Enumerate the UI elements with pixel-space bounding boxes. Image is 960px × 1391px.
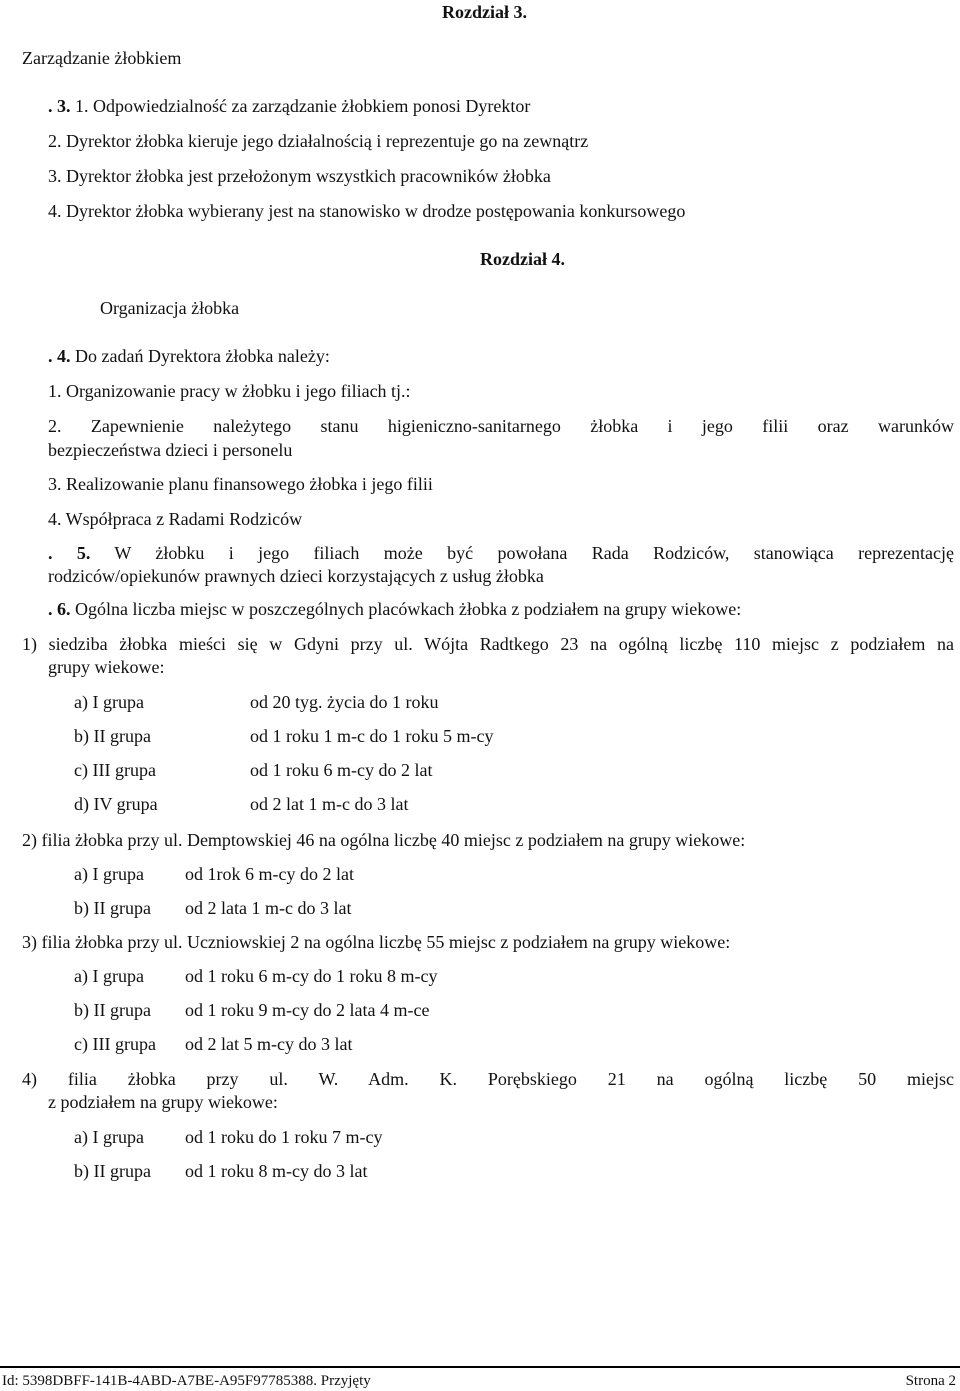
group-age: od 1 roku 8 m-cy do 3 lat [185, 1161, 368, 1181]
paragraph-5-line-2: rodziców/opiekunów prawnych dzieci korzystających z usług żłobka [48, 566, 544, 586]
paragraph-3-4: 4. Dyrektor żłobka wybierany jest na stanowisko w drodze postępowania konkursowego [48, 201, 686, 221]
paragraph-text: Do zadań Dyrektora żłobka należy: [70, 346, 330, 366]
task-2-line-2: bezpieczeństwa dzieci i personelu [48, 440, 293, 460]
group-age: od 1 roku 6 m-cy do 2 lat [250, 760, 433, 780]
facility-3-line-1: 3) filia żłobka przy ul. Uczniowskiej 2 na ogólna liczbę 55 miejsc z podziałem na grupy wiekowe: [22, 932, 731, 952]
group-name: a) I grupa [74, 1127, 144, 1147]
paragraph-5-line-1 [48, 542, 954, 565]
paragraph-text: Ogólna liczba miejsc w poszczególnych placówkach żłobka z podziałem na grupy wiekowe: [70, 599, 742, 619]
footer-document-id: Id: 5398DBFF-141B-4ABD-A7BE-A95F97785388. Przyjęty [2, 1373, 371, 1389]
task-3: 3. Realizowanie planu finansowego żłobka i jego filii [48, 474, 433, 494]
paragraph-3-1 [48, 95, 530, 118]
group-age: od 1 roku 1 m-c do 1 roku 5 m-cy [250, 726, 494, 746]
paragraph-mark: . 5. [48, 543, 91, 563]
facility-4-line-2: z podziałem na grupy wiekowe: [48, 1092, 278, 1112]
group-name: c) III grupa [74, 1034, 156, 1054]
group-name: b) II grupa [74, 898, 151, 918]
chapter-4-subtitle: Organizacja żłobka [100, 298, 240, 318]
paragraph-mark: . 4. [48, 346, 71, 366]
paragraph-mark: . 6. [48, 599, 71, 619]
group-age: od 20 tyg. życia do 1 roku [250, 692, 439, 712]
group-age: od 1 roku 9 m-cy do 2 lata 4 m-ce [185, 1000, 430, 1020]
group-name: c) III grupa [74, 760, 156, 780]
group-name: a) I grupa [74, 864, 144, 884]
group-age: od 1 roku 6 m-cy do 1 roku 8 m-cy [185, 966, 438, 986]
paragraph-3-3: 3. Dyrektor żłobka jest przełożonym wszystkich pracowników żłobka [48, 166, 551, 186]
task-1: 1. Organizowanie pracy w żłobku i jego filiach tj.: [48, 381, 411, 401]
facility-2-line-1: 2) filia żłobka przy ul. Demptowskiej 46 na ogólna liczbę 40 miejsc z podziałem na grupy wiekowe: [22, 830, 746, 850]
footer-page-number: Strona 2 [905, 1373, 956, 1389]
paragraph-6 [48, 598, 741, 621]
group-age: od 2 lata 1 m-c do 3 lat [185, 898, 352, 918]
task-2-line-1: 2. Zapewnienie należytego stanu higieniczno-sanitarnego żłobka i jego filii oraz warunków [48, 416, 954, 436]
paragraph-3-2: 2. Dyrektor żłobka kieruje jego działalnością i reprezentuje go na zewnątrz [48, 131, 589, 151]
paragraph-mark: . 3. [48, 96, 71, 116]
group-name: a) I grupa [74, 692, 144, 712]
group-name: d) IV grupa [74, 794, 158, 814]
facility-1-line-1: 1) siedziba żłobka mieści się w Gdyni przy ul. Wójta Radtkego 23 na ogólną liczbę 110 miejsc z podziałem na [22, 634, 954, 654]
group-age: od 1 roku do 1 roku 7 m-cy [185, 1127, 383, 1147]
chapter-3-title: Rozdział 3. [442, 2, 527, 22]
paragraph-text: 1. Odpowiedzialność za zarządzanie żłobkiem ponosi Dyrektor [70, 96, 531, 116]
group-name: b) II grupa [74, 1000, 151, 1020]
group-name: b) II grupa [74, 1161, 151, 1181]
group-age: od 1rok 6 m-cy do 2 lat [185, 864, 354, 884]
group-age: od 2 lat 5 m-cy do 3 lat [185, 1034, 353, 1054]
group-name: b) II grupa [74, 726, 151, 746]
chapter-4-title: Rozdział 4. [480, 249, 565, 269]
chapter-3-subtitle: Zarządzanie żłobkiem [22, 48, 182, 68]
group-age: od 2 lat 1 m-c do 3 lat [250, 794, 409, 814]
footer-divider [0, 1366, 960, 1368]
paragraph-4 [48, 345, 330, 368]
group-name: a) I grupa [74, 966, 144, 986]
facility-1-line-2: grupy wiekowe: [48, 657, 165, 677]
paragraph-text: W żłobku i jego filiach może być powołana Rada Rodziców, stanowiąca reprezentację [90, 543, 955, 563]
facility-4-line-1: 4) filia żłobka przy ul. W. Adm. K. Porębskiego 21 na ogólną liczbę 50 miejsc [22, 1069, 954, 1089]
task-4: 4. Współpraca z Radami Rodziców [48, 509, 303, 529]
